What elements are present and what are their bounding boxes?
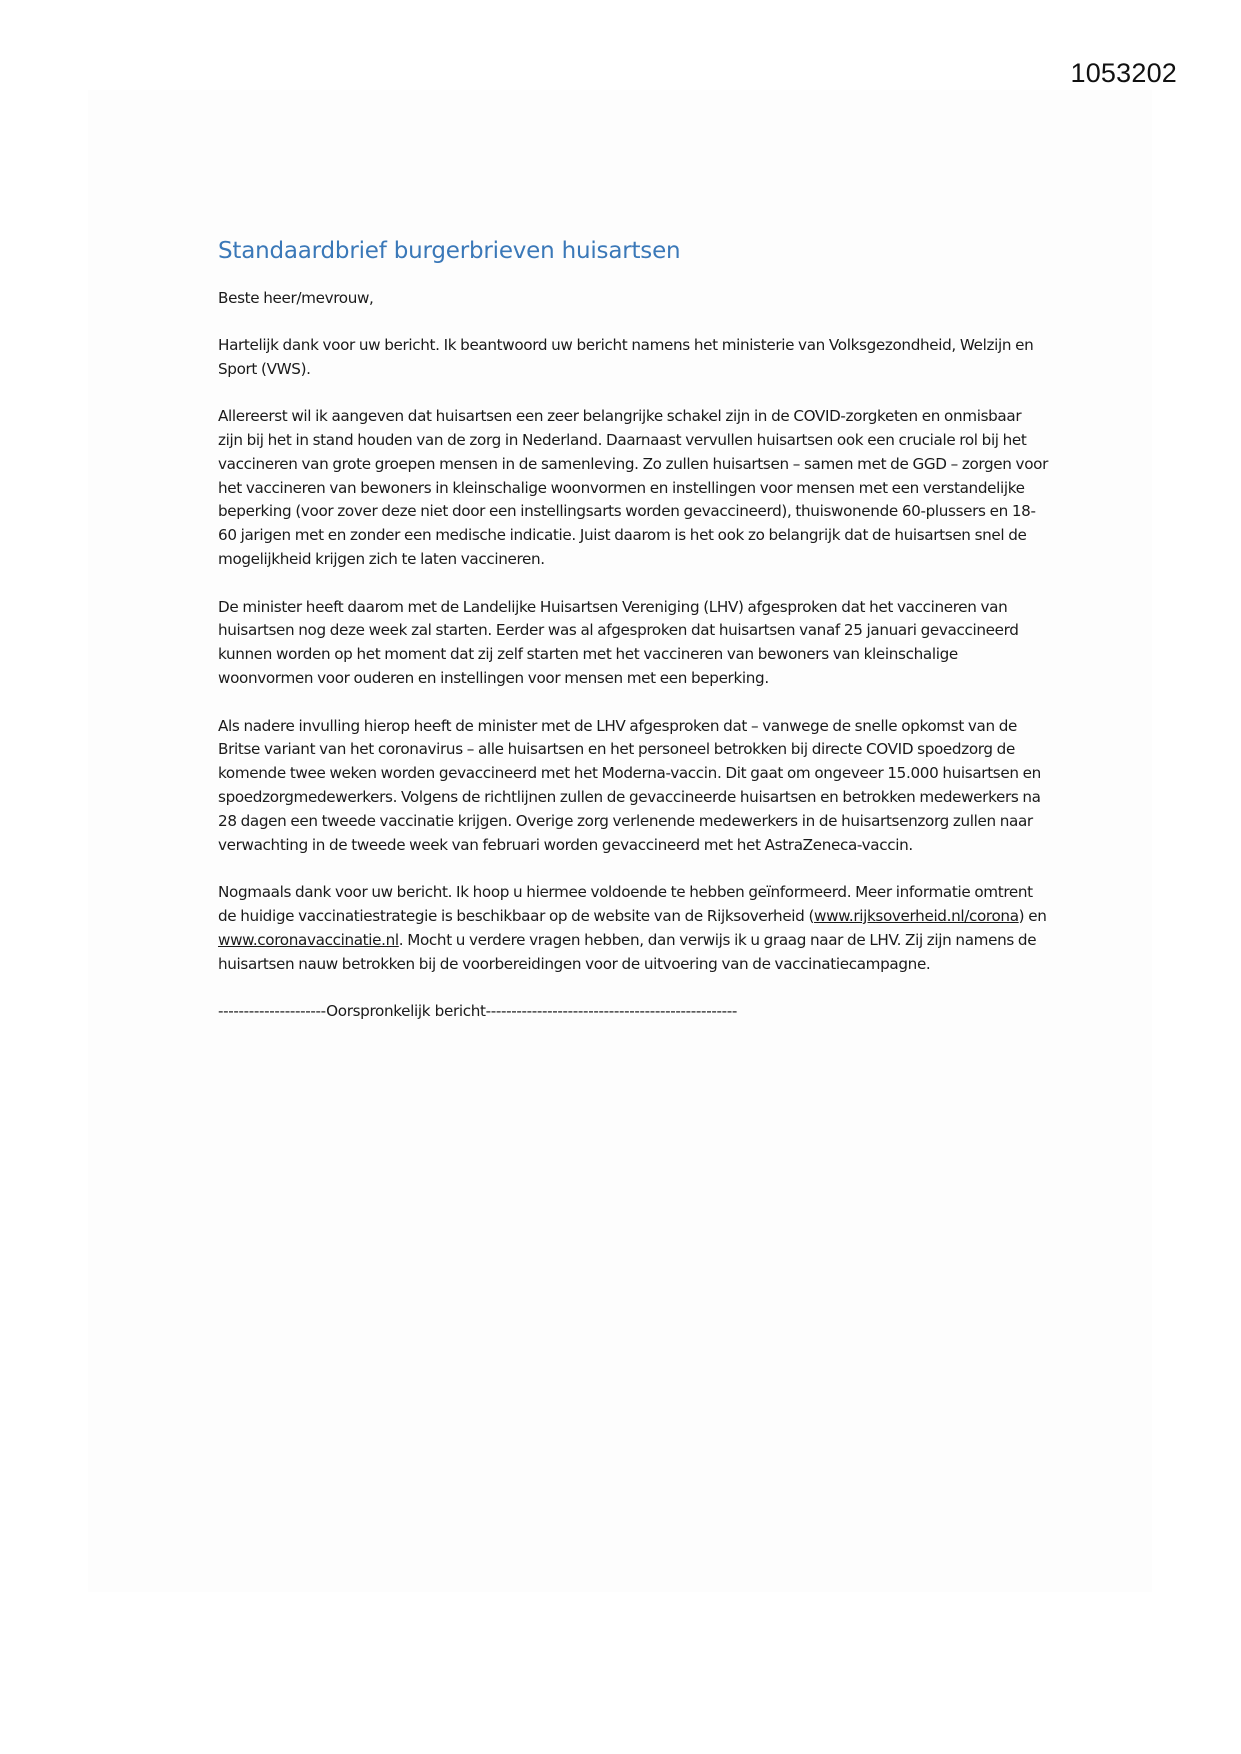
closing-text-1: Nogmaals dank voor uw bericht. Ik hoop u hiermee voldoende te hebben geïnformeerd. Meer informatie omtrent de huidige vaccinatiestrategie is beschikbaar op de website van de Rijksoverheid (	[218, 883, 1033, 925]
paragraph-lhv-agreement: De minister heeft daarom met de Landelijke Huisartsen Vereniging (LHV) afgesproken dat het vaccineren van huisartsen nog deze week zal starten. Eerder was al afgesproken dat huisartsen vanaf 25 januari gevaccineerd kunnen worden op het moment dat zij zelf starten met het vaccineren van bewoners van kleinschalige woonvormen voor ouderen en instellingen voor mensen met een beperking.	[218, 597, 1019, 687]
paragraph-vaccination-details: Als nadere invulling hierop heeft de minister met de LHV afgesproken dat – vanwege de snelle opkomst van de Britse variant van het coronavirus – alle huisartsen en het personeel betrokken bij directe COVID spoedzorg de komende twee weken worden gevaccineerd met het Moderna-vaccin. Dit gaat om ongeveer 15.000 huisartsen en spoedzorgmedewerkers. Volgens de richtlijnen zullen de gevaccineerde huisartsen en betrokken medewerkers na 28 dagen een tweede vaccinatie krijgen. Overige zorg verlenende medewerkers in de huisartsenzorg zullen naar verwachting in de tweede week van februari worden gevaccineerd met het AstraZeneca-vaccin.	[218, 716, 1041, 854]
paragraph-thanks: Hartelijk dank voor uw bericht. Ik beantwoord uw bericht namens het ministerie van Volksgezondheid, Welzijn en Sport (VWS).	[218, 335, 1034, 378]
letter-body	[218, 238, 1048, 1024]
letter-title: Standaardbrief burgerbrieven huisartsen	[218, 238, 681, 264]
closing-text-3: . Mocht u verdere vragen hebben, dan verwijs ik u graag naar de LHV. Zij zijn namens de huisartsen nauw betrokken bij de voorbereidingen voor de uitvoering van de vaccinatiecampagne.	[218, 930, 1037, 973]
closing-text-2: ) en	[1018, 906, 1047, 925]
original-message-separator: ---------------------Oorspronkelijk bericht-------------------------------------------------	[218, 1002, 737, 1021]
link-rijksoverheid[interactable]: www.rijksoverheid.nl/corona	[814, 906, 1019, 925]
paragraph-closing	[218, 881, 1048, 976]
paragraph-role-of-gps: Allereerst wil ik aangeven dat huisartsen een zeer belangrijke schakel zijn in de COVID-zorgketen en onmisbaar zijn bij het in stand houden van de zorg in Nederland. Daarnaast vervullen huisartsen ook een cruciale rol bij het vaccineren van grote groepen mensen in de samenleving. Zo zullen huisartsen – samen met de GGD – zorgen voor het vaccineren van bewoners in kleinschalige woonvormen en instellingen voor mensen met een verstandelijke beperking (voor zover deze niet door een instellingsarts worden gevaccineerd), thuiswonende 60-plussers en 18-60 jarigen met en zonder een medische indicatie. Juist daarom is het ook zo belangrijk dat de huisartsen snel de mogelijkheid krijgen zich te laten vaccineren.	[218, 407, 1048, 568]
link-coronavaccinatie[interactable]: www.coronavaccinatie.nl	[218, 930, 399, 949]
document-id-number: 1053202	[1070, 58, 1177, 88]
greeting: Beste heer/mevrouw,	[218, 289, 374, 307]
